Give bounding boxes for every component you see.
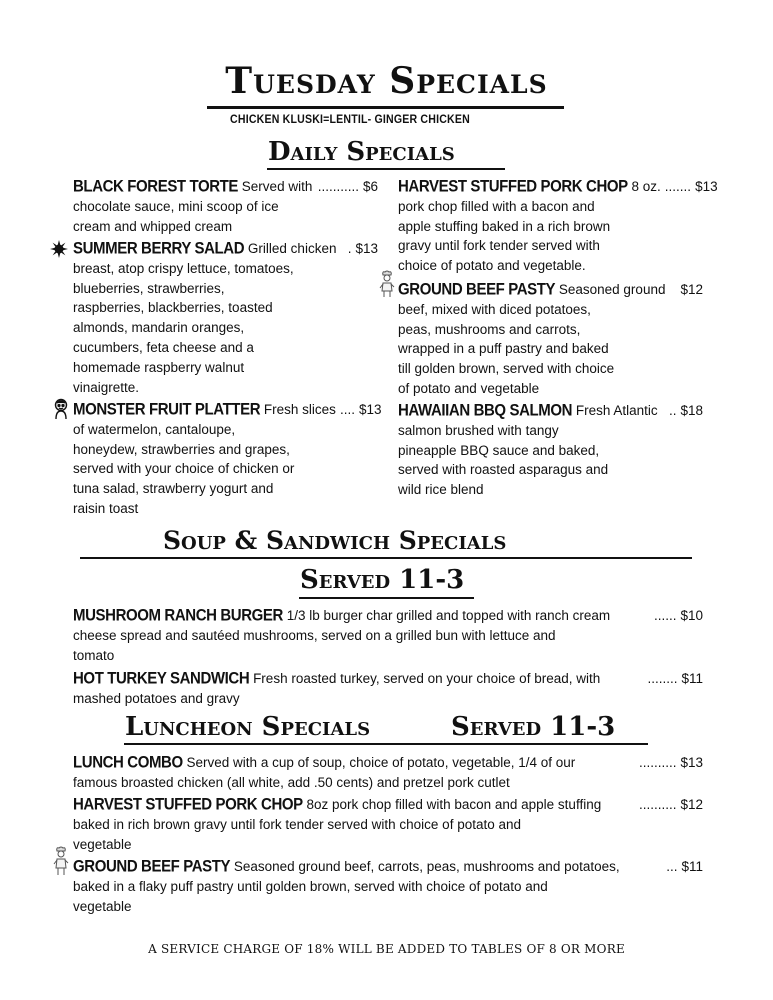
desc-line: cream and whipped cream <box>73 218 233 234</box>
menu-item <box>398 401 703 500</box>
soup-sandwich-rule <box>80 557 692 559</box>
menu-item <box>73 669 703 709</box>
item-name: GROUND BEEF PASTY <box>398 279 556 299</box>
desc-line: breast, atop crispy lettuce, tomatoes, <box>73 260 294 276</box>
desc-line: raisin toast <box>73 500 139 516</box>
menu-item <box>73 857 703 916</box>
item-price: $13 <box>695 179 718 194</box>
leader-dots: ....... <box>664 179 692 194</box>
desc-line: pineapple BBQ sauce and baked, <box>398 442 600 458</box>
desc-line: till golden brown, served with choice <box>398 361 615 377</box>
item-name: HARVEST STUFFED PORK CHOP <box>73 794 303 814</box>
item-desc: 8oz pork chop filled with bacon and apple stuffing <box>306 797 602 812</box>
menu-item <box>73 177 378 239</box>
item-desc: Seasoned ground beef, carrots, peas, mushrooms and potatoes, <box>233 859 620 874</box>
menu-item <box>73 753 703 795</box>
leader-dots: ........... <box>317 179 359 194</box>
item-desc: Seasoned ground <box>558 282 666 297</box>
item-name: GROUND BEEF PASTY <box>73 856 231 876</box>
daily-left-column <box>73 176 382 519</box>
desc-line: cucumbers, feta cheese and a <box>73 339 254 355</box>
desc-line: salmon brushed with tangy <box>398 422 559 438</box>
item-price: $18 <box>680 403 703 418</box>
luncheon-list <box>73 753 703 916</box>
desc-line: apple stuffing baked in a rich brown <box>398 218 611 234</box>
menu-item <box>398 176 718 280</box>
desc-line: wild rice blend <box>398 482 484 498</box>
item-price: $12 <box>680 797 703 812</box>
desc-line: beef, mixed with diced potatoes, <box>398 301 591 317</box>
item-price: $10 <box>680 608 703 623</box>
item-desc: Fresh Atlantic <box>575 403 658 418</box>
desc-line: baked in a flaky puff pastry until golden brown, served with choice of potato and <box>73 878 548 894</box>
item-desc: Served with a cup of soup, choice of potato, vegetable, 1/4 of our <box>186 755 576 770</box>
desc-line: vinaigrette. <box>73 379 140 395</box>
item-price: $6 <box>362 179 378 194</box>
item-price: $11 <box>681 671 703 686</box>
leader-dots: .. <box>668 403 677 418</box>
item-name: MUSHROOM RANCH BURGER <box>73 605 283 625</box>
desc-line: almonds, mandarin oranges, <box>73 320 245 336</box>
item-desc: 8 oz. <box>631 179 661 194</box>
item-price: $13 <box>355 241 378 256</box>
daily-specials-heading: Daily Specials <box>268 137 455 167</box>
item-desc: Fresh roasted turkey, served on your choice of bread, with <box>253 671 601 686</box>
title-underline <box>207 106 564 109</box>
soup-of-day: CHICKEN KLUSKI=LENTIL- GINGER CHICKEN <box>230 114 470 126</box>
served-underline <box>299 597 474 599</box>
desc-line: tuna salad, strawberry yogurt and <box>73 481 274 497</box>
desc-line: pork chop filled with a bacon and <box>398 198 595 214</box>
item-name: BLACK FOREST TORTE <box>73 176 239 196</box>
desc-line: of potato and vegetable <box>398 380 540 396</box>
item-desc: Fresh slices <box>263 402 336 417</box>
desc-line: chocolate sauce, mini scoop of ice <box>73 198 279 214</box>
item-name: HARVEST STUFFED PORK CHOP <box>398 176 628 196</box>
service-charge-note: A SERVICE CHARGE OF 18% WILL BE ADDED TO TABLES OF 8 OR MORE <box>148 942 625 956</box>
soup-sandwich-served: Served 11-3 <box>300 565 465 595</box>
item-name: LUNCH COMBO <box>73 752 183 772</box>
sun-icon <box>50 240 68 258</box>
desc-line: choice of potato and vegetable. <box>398 258 586 274</box>
desc-line: gravy until fork tender served with <box>398 238 600 254</box>
desc-line: honeydew, strawberries and grapes, <box>73 441 290 457</box>
desc-line: baked in rich brown gravy until fork tender served with choice of potato and <box>73 816 521 832</box>
leader-dots: .......... <box>638 755 677 770</box>
desc-line: raspberries, blackberries, toasted <box>73 300 273 316</box>
item-name: HOT TURKEY SANDWICH <box>73 668 250 688</box>
cartoon-figure-icon <box>52 398 70 420</box>
desc-line: served with your choice of chicken or <box>73 461 295 477</box>
desc-line: vegetable <box>73 836 132 852</box>
leader-dots: . <box>347 241 352 256</box>
item-name: MONSTER FRUIT PLATTER <box>73 399 261 419</box>
chef-icon <box>53 846 69 876</box>
item-name: SUMMER BERRY SALAD <box>73 238 245 258</box>
leader-dots: ...... <box>653 608 677 623</box>
item-price: $13 <box>358 402 382 417</box>
item-price: $11 <box>681 859 703 874</box>
menu-item <box>73 795 703 857</box>
menu-item <box>73 606 703 669</box>
item-price: $12 <box>680 282 703 297</box>
luncheon-underline <box>124 743 648 745</box>
menu-item <box>73 399 382 519</box>
daily-right-column <box>398 176 718 500</box>
item-desc: 1/3 lb burger char grilled and topped with ranch cream <box>286 608 611 623</box>
page-title: Tuesday Specials <box>225 60 548 102</box>
item-price: $13 <box>680 755 703 770</box>
desc-line: tomato <box>73 647 115 663</box>
desc-line: homemade raspberry walnut <box>73 359 245 375</box>
desc-line: mashed potatoes and gravy <box>73 690 240 706</box>
leader-dots: .......... <box>638 797 677 812</box>
desc-line: vegetable <box>73 898 132 914</box>
desc-line: wrapped in a puff pastry and baked <box>398 341 609 357</box>
desc-line: famous broasted chicken (all white, add .50 cents) and pretzel pork cutlet <box>73 774 510 790</box>
desc-line: cheese spread and sautéed mushrooms, served on a grilled bun with lettuce and <box>73 627 556 643</box>
item-desc: Served with <box>241 179 313 194</box>
desc-line: served with roasted asparagus and <box>398 462 609 478</box>
soup-sandwich-heading: Soup & Sandwich Specials <box>163 526 507 555</box>
menu-item <box>73 239 378 400</box>
item-desc: Grilled chicken <box>247 241 337 256</box>
luncheon-heading: Luncheon Specials <box>125 712 371 742</box>
desc-line: of watermelon, cantaloupe, <box>73 421 236 437</box>
item-name: HAWAIIAN BBQ SALMON <box>398 400 573 420</box>
desc-line: blueberries, strawberries, <box>73 280 225 296</box>
leader-dots: .... <box>339 402 355 417</box>
luncheon-served: Served 11-3 <box>451 712 616 742</box>
menu-item <box>398 280 703 401</box>
leader-dots: ... <box>666 859 678 874</box>
soup-sandwich-list <box>73 606 703 709</box>
desc-line: peas, mushrooms and carrots, <box>398 321 581 337</box>
daily-specials-underline <box>267 168 505 170</box>
leader-dots: ........ <box>647 671 678 686</box>
chef-icon <box>379 270 395 298</box>
